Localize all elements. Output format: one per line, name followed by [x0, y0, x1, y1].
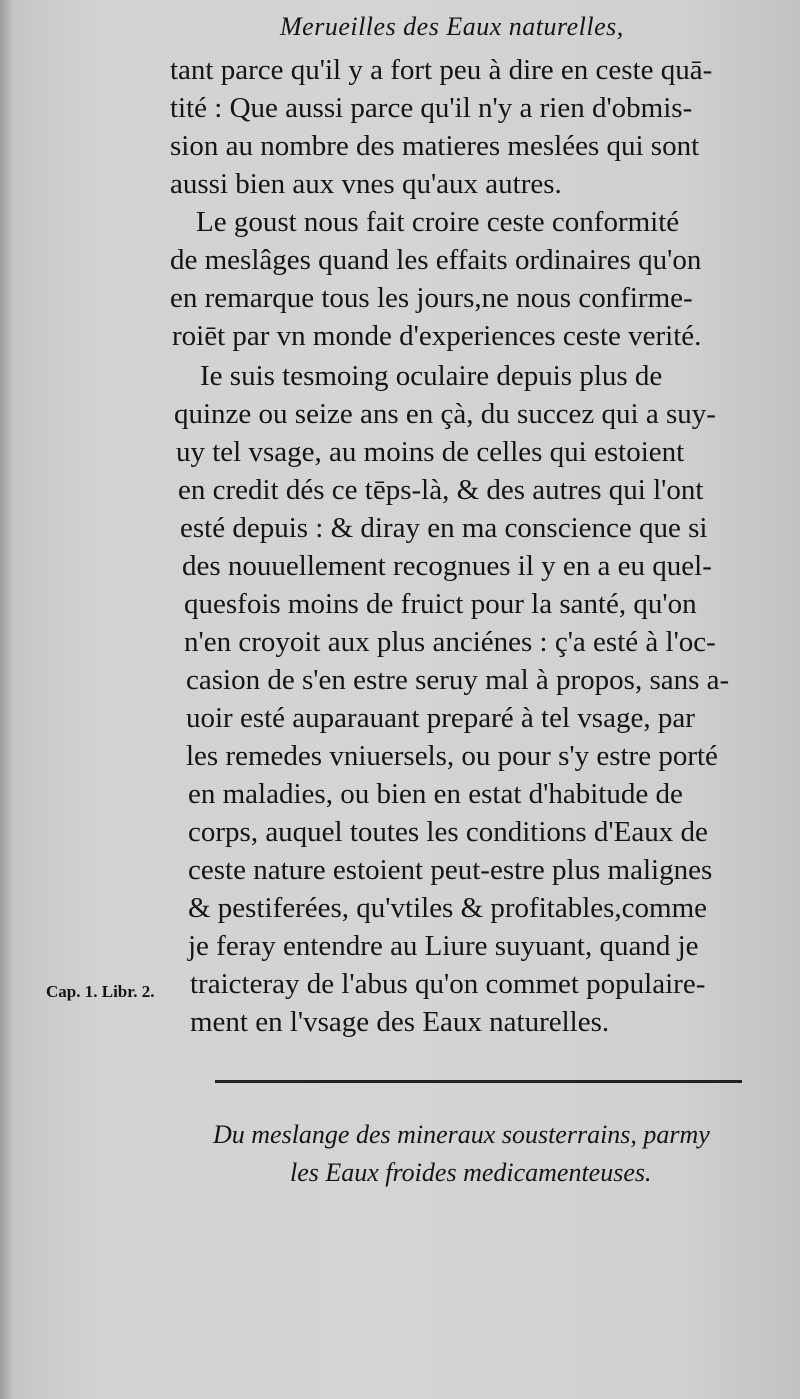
text-line: quinze ou seize ans en çà, du succez qui a suy-: [174, 398, 716, 430]
text-line: & pestiferées, qu'vtiles & profitables,comme: [188, 892, 708, 924]
text-line: je feray entendre au Liure suyuant, quand je: [188, 930, 699, 962]
text-line: uy tel vsage, au moins de celles qui estoient: [176, 436, 685, 468]
text-line: ment en l'vsage des Eaux naturelles.: [190, 1006, 610, 1038]
text-line: quesfois moins de fruict pour la santé, qu'on: [184, 588, 697, 620]
section-heading-line: les Eaux froides medicamenteuses.: [290, 1158, 652, 1187]
text-line: en credit dés ce tēps-là, & des autres qui l'ont: [178, 474, 704, 506]
text-line: corps, auquel toutes les conditions d'Eaux de: [188, 816, 708, 848]
section-heading-line: Du meslange des mineraux sousterrains, parmy: [213, 1120, 710, 1149]
text-line: Le goust nous fait croire ceste conformité: [196, 206, 680, 238]
text-line: roiēt par vn monde d'experiences ceste verité.: [172, 320, 702, 352]
text-line: casion de s'en estre seruy mal à propos, sans a-: [186, 664, 730, 696]
margin-note: Cap. 1. Libr. 2.: [46, 982, 155, 1001]
running-head: Merueilles des Eaux naturelles,: [280, 12, 624, 41]
text-line: sion au nombre des matieres meslées qui sont: [170, 130, 700, 162]
text-line: tité : Que aussi parce qu'il n'y a rien d'obmis-: [170, 92, 693, 124]
text-line: n'en croyoit aux plus anciénes : ç'a esté à l'oc-: [184, 626, 716, 658]
text-line: esté depuis : & diray en ma conscience que si: [180, 512, 708, 544]
text-line: aussi bien aux vnes qu'aux autres.: [170, 168, 562, 200]
text-line: des nouuellement recognues il y en a eu quel-: [182, 550, 712, 582]
text-line: ceste nature estoient peut-estre plus malignes: [188, 854, 713, 886]
text-line: de meslâges quand les effaits ordinaires qu'on: [170, 244, 702, 276]
section-divider: [215, 1080, 742, 1083]
text-line: en remarque tous les jours,ne nous confirme-: [170, 282, 693, 314]
text-line: Ie suis tesmoing oculaire depuis plus de: [200, 360, 663, 392]
page-gutter-shadow: [0, 0, 14, 1399]
text-line: traicteray de l'abus qu'on commet populaire-: [190, 968, 706, 1000]
text-line: uoir esté auparauant preparé à tel vsage, par: [186, 702, 695, 734]
text-line: tant parce qu'il y a fort peu à dire en ceste quā-: [170, 54, 713, 86]
text-line: en maladies, ou bien en estat d'habitude de: [188, 778, 683, 810]
text-line: les remedes vniuersels, ou pour s'y estre porté: [186, 740, 718, 772]
